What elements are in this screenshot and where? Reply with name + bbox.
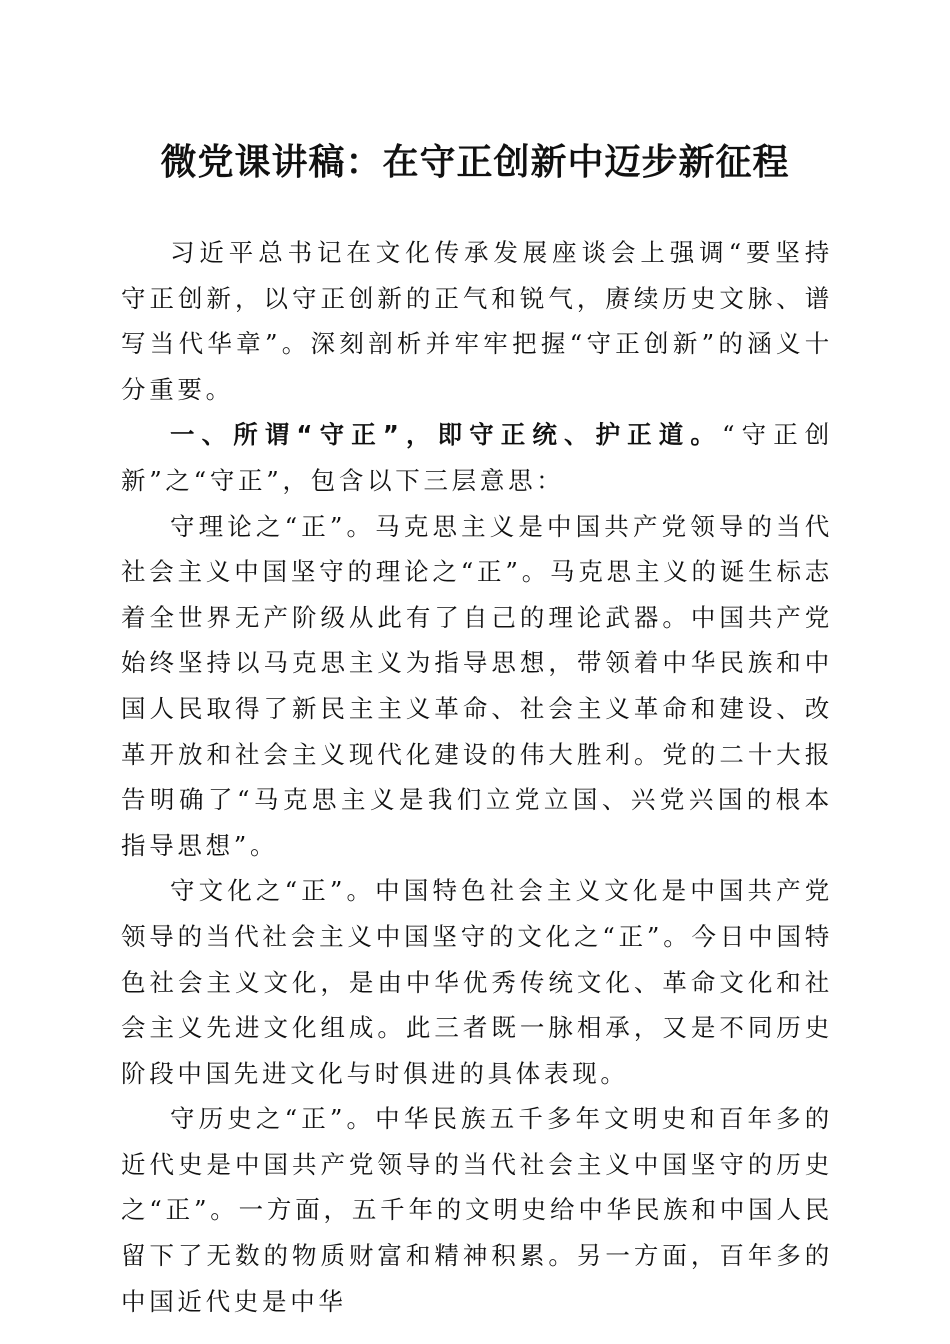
section-heading — [121, 412, 833, 503]
section-heading-bold: 一、所谓“守正”，即守正统、护正道。 — [170, 420, 722, 450]
section-heading-rest: “守正创新”之“守正”，包含以下三层意思： — [121, 420, 833, 495]
document-title: 微党课讲稿：在守正创新中迈步新征程 — [160, 141, 790, 183]
history-paragraph: 守历史之“正”。中华民族五千多年文明史和百年多的近代史是中国共产党领导的当代社会主义中国坚守的历史之“正”。一方面，五千年的文明史给中华民族和中国人民留下了无数的物质财富和精神积累。另一方面，百年多的中国近代史是中华 — [121, 1104, 833, 1316]
culture-paragraph: 守文化之“正”。中国特色社会主义文化是中国共产党领导的当代社会主义中国坚守的文化之“正”。今日中国特色社会主义文化，是由中华优秀传统文化、革命文化和社会主义先进文化组成。此三者既一脉相承，又是不同历史阶段中国先进文化与时俱进的具体表现。 — [121, 876, 833, 1088]
intro-paragraph: 习近平总书记在文化传承发展座谈会上强调“要坚持守正创新，以守正创新的正气和锐气，赓续历史文脉、谱写当代华章”。深刻剖析并牢牢把握“守正创新”的涵义十分重要。 — [121, 238, 833, 404]
theory-paragraph: 守理论之“正”。马克思主义是中国共产党领导的当代社会主义中国坚守的理论之“正”。马克思主义的诞生标志着全世界无产阶级从此有了自己的理论武器。中国共产党始终坚持以马克思主义为指导思想，带领着中华民族和中国人民取得了新民主主义革命、社会主义革命和建设、改革开放和社会主义现代化建设的伟大胜利。党的二十大报告明确了“马克思主义是我们立党立国、兴党兴国的根本指导思想”。 — [121, 511, 833, 860]
document-body — [121, 230, 833, 1324]
